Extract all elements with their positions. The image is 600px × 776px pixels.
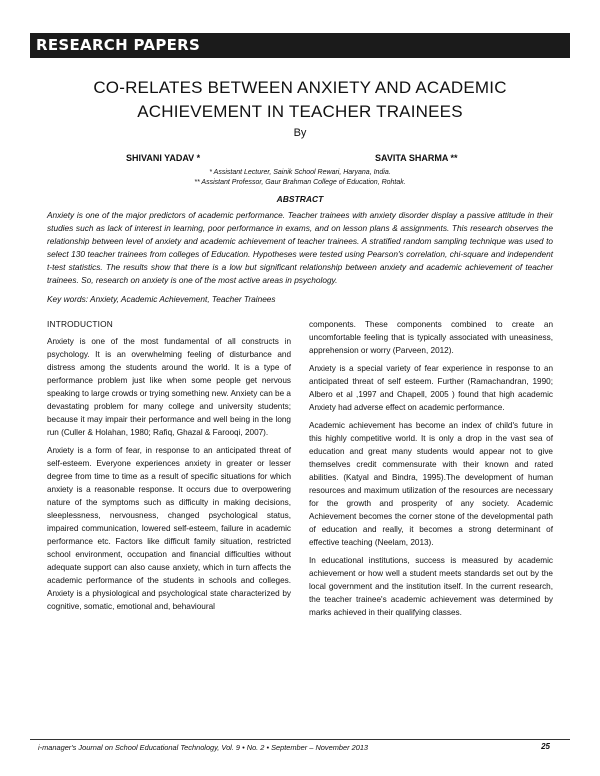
title-line-2: ACHIEVEMENT IN TEACHER TRAINEES: [137, 102, 463, 121]
paper-title: [40, 76, 560, 124]
section-heading-introduction: INTRODUCTION: [47, 319, 114, 329]
author-2: SAVITA SHARMA **: [375, 153, 458, 163]
abstract-text: Anxiety is one of the major predictors of academic performance. Teacher trainees with anxiety disorder display a passive attitude in their studies such as lack of interest in learning, poor performance in exams, and on lesson plans & assignments. This research observes the relationship between level of anxiety and academic achievement of teacher trainees. A stratified random sampling technique was used to select 130 teacher trainees from colleges of Education. Hypotheses were tested using Pearson's correlation, chi-square and independent t-test statistics. The results show that there is a low but significant relationship between anxiety and academic achievement of teacher trainees. So, research on anxiety is one of the most active areas in psychology.: [47, 210, 553, 286]
journal-footer: i-manager's Journal on School Educational Technology, Vol. 9 • No. 2 • September – November 2013: [38, 743, 369, 752]
footer-rule: [30, 739, 570, 740]
by-label: By: [293, 127, 307, 139]
paragraph: Anxiety is a special variety of fear experience in response to an anticipated threat of self esteem. Further (Ramachandran, 1990; Albero et al ,1997 and Chapell, 2005 ) found that high academic Anxiety had adverse effect on academic performance.: [309, 364, 553, 412]
paragraph: Anxiety is a form of fear, in response to an anticipated threat of self-esteem. Everyone experiences anxiety in greater or lesser degree from time to time as a result of specific situations for which anxiety is a reasonable response. It occurs due to overpowering nature of the symptoms such as difficulty in making decisions, sleeplessness, nervousness, changed psychological status, impaired communication, lowered self-esteem, failure in academic performance etc. Factors like difficult family situation, restricted school environment, occupation and financial difficulties without adequate support can also cause anxiety, which in turn affects the academic performance of the students in schools and colleges. Anxiety is a physiological and psychological state characterized by cognitive, somatic, emotional and, behavioural: [47, 446, 291, 611]
paragraph: components. These components combined to create an uncomfortable feeling that is typically associated with uneasiness, apprehension or worry (Parveen, 2012).: [309, 320, 553, 355]
right-column: [309, 318, 553, 624]
paragraph: Anxiety is one of the most fundamental of all constructs in psychology. It is an overwhelming feeling of disturbance and distress among the students around the world. It is a type of performance problem just like when some people get nervous speaking to large crowds or trying something new. Anxiety can be a devastating problem for many college and university students; because it may impair their performance and well being in the long run (Culler & Holahan, 1980; Rafiq, Ghazal & Farooqi, 2007).: [47, 337, 291, 437]
keywords: Key words: Anxiety, Academic Achievement, Teacher Trainees: [47, 294, 276, 304]
affiliation-2: ** Assistant Professor, Gaur Brahman College of Education, Rohtak.: [194, 179, 406, 186]
author-1: SHIVANI YADAV *: [126, 153, 201, 163]
affiliation-1: * Assistant Lecturer, Sainik School Rewari, Haryana, India.: [209, 169, 391, 176]
section-banner: RESEARCH PAPERS: [30, 33, 570, 58]
title-line-1: CO-RELATES BETWEEN ANXIETY AND ACADEMIC: [93, 78, 507, 97]
paragraph: In educational institutions, success is measured by academic achievement or how well a student meets standards set out by the local government and the institution itself. In the current research, the teacher trainee's academic achievement was determined by marks achieved in their qualifying classes.: [309, 556, 553, 617]
abstract-heading: ABSTRACT: [276, 194, 324, 204]
paragraph: Academic achievement has become an index of child's future in this highly competitive world. It is only a drop in the vast sea of education and great many students would appear not to give themselves credit commensurate with their known and rated abilities. (Katyal and Bindra, 1995).The development of human resources and maximum utilization of the resources are necessary for the growth and prosperity of any society. Academic Achievement becomes the corner stone of the developmental path of education and really, it becomes a strong determinant of effective teaching (Neelam, 2013).: [309, 421, 553, 547]
left-column: [47, 318, 291, 618]
page-number: 25: [541, 742, 550, 751]
